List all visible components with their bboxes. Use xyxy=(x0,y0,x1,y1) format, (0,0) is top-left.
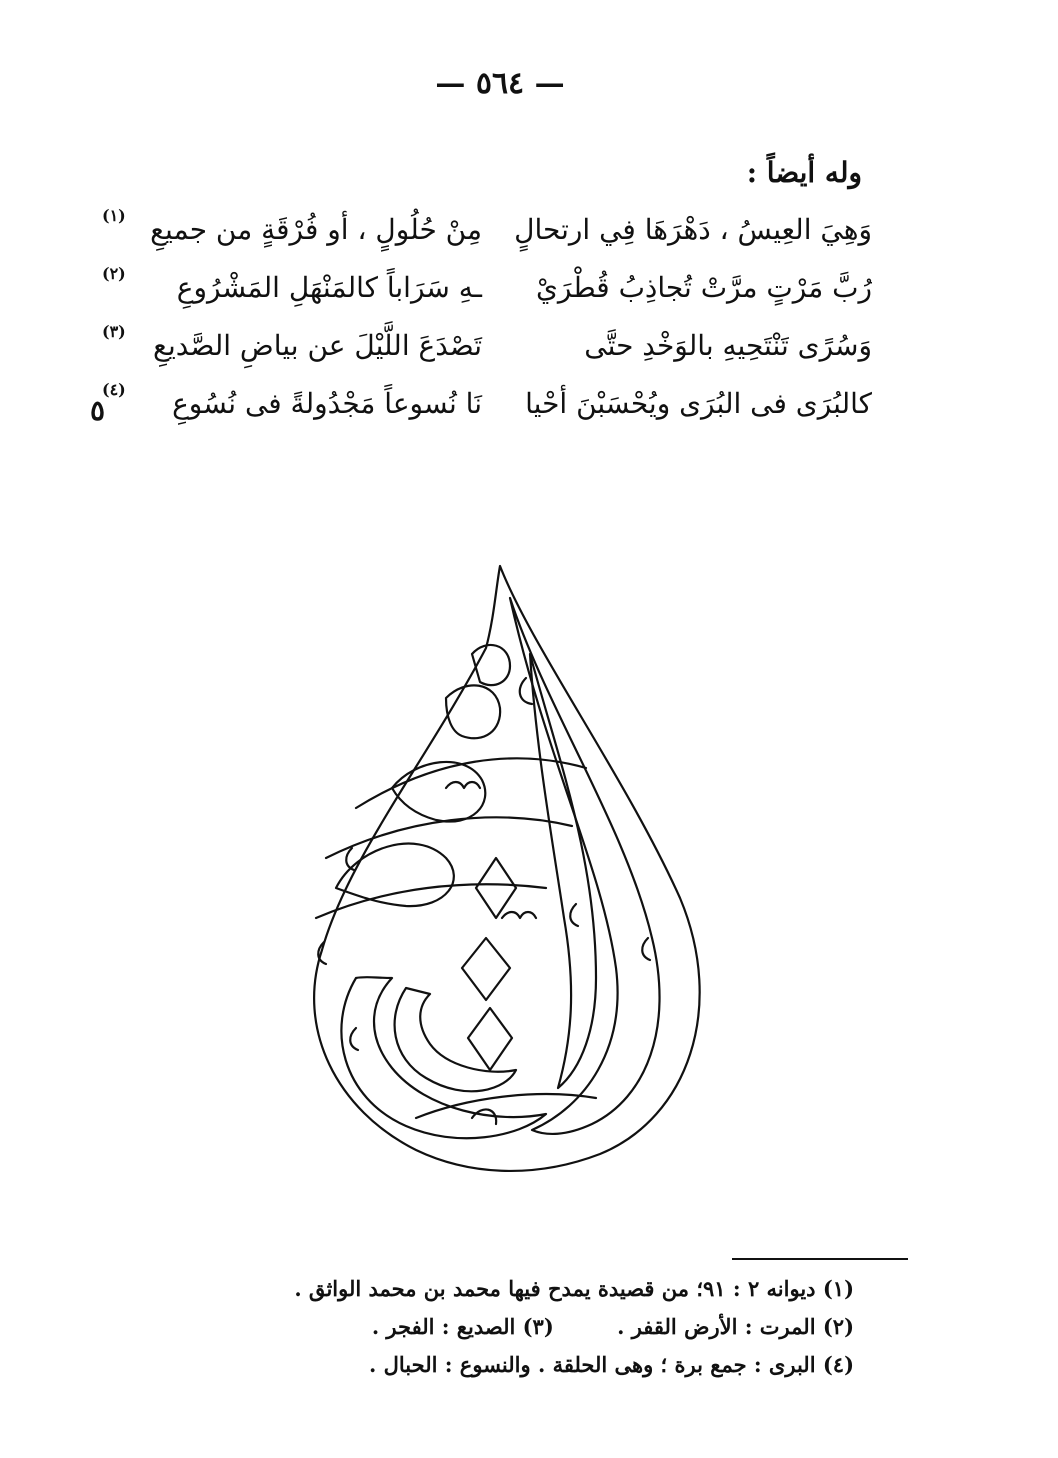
ornament-lam-stroke xyxy=(530,654,596,1088)
line-number: ٥ xyxy=(90,394,106,427)
ornament-bowl-2 xyxy=(395,988,516,1091)
verse-1 xyxy=(102,200,872,258)
verse-1-first-hemistich: وَهِيَ العِيسُ ، دَهْرَهَا فِي ارتحالٍ xyxy=(514,212,872,246)
ornament-accent-6 xyxy=(446,782,480,788)
verse-4 xyxy=(102,374,872,432)
ornament-diamond-1 xyxy=(462,938,510,1000)
ornament-accent-5 xyxy=(570,904,578,926)
verse-2-first-hemistich: رُبَّ مَرْتٍ مرَّتْ تُجاذِبُ قُطْرَيْ xyxy=(535,270,872,304)
page-number: — ٥٦٤ — xyxy=(435,66,565,101)
poem xyxy=(102,200,872,432)
footnote-3: (٣) الصديع : الفجر . xyxy=(371,1314,554,1339)
ornament-accent-3 xyxy=(350,1028,358,1050)
ornament-dal-1 xyxy=(446,685,500,738)
ornament-accent-8 xyxy=(520,678,532,704)
ornament-accent-7 xyxy=(502,912,536,918)
footnotes xyxy=(294,1276,854,1390)
footnote-1: (١) ديوانه ٢ : ٩١؛ من قصيدة يمدح فيها محمد بن محمد الواثق . xyxy=(294,1276,854,1301)
ornament-tail-2 xyxy=(326,817,572,858)
footnote-mark-1: (١) xyxy=(102,206,126,225)
footnote-2: (٢) المرت : الأرض القفر . xyxy=(617,1314,854,1339)
footnote-mark-3: (٣) xyxy=(102,322,126,341)
poem-intro: وله أيضاً : xyxy=(746,156,862,189)
ornament-diamond-3 xyxy=(476,858,516,918)
verse-1-second-hemistich: مِنْ حُلُولٍ ، أو فُرْقَةٍ من جميعِ xyxy=(150,212,482,246)
verse-2 xyxy=(102,258,872,316)
ornament-accent-4 xyxy=(642,938,650,960)
verse-3 xyxy=(102,316,872,374)
ornament-diamond-2 xyxy=(468,1008,512,1070)
calligraphy-ornament xyxy=(296,558,716,1178)
verse-4-second-hemistich: نَا نُسوعاً مَجْدُولةً فى نُسُوعِ xyxy=(172,386,482,420)
verse-3-second-hemistich: تَصْدَعَ اللَّيْلَ عن بياضِ الصَّديعِ xyxy=(153,328,482,362)
verse-4-first-hemistich: كالبُرَى فى البُرَى ويُحْسَبْنَ أحْيا xyxy=(525,386,872,420)
footnote-mark-2: (٢) xyxy=(102,264,126,283)
verse-3-first-hemistich: وَسُرًى تَنْتَحِيهِ بالوَخْدِ حتَّى xyxy=(584,328,872,362)
footnote-separator xyxy=(732,1258,908,1260)
footnote-mark-4: (٤) xyxy=(102,380,126,399)
footnote-2-3 xyxy=(334,1314,854,1352)
verse-2-second-hemistich: ـهِ سَرَاباً كالمَنْهَلِ المَشْرُوعِ xyxy=(176,270,482,304)
footnote-4: (٤) البرى : جمع برة ؛ وهى الحلقة . والنسوع : الحبال . xyxy=(369,1352,854,1377)
